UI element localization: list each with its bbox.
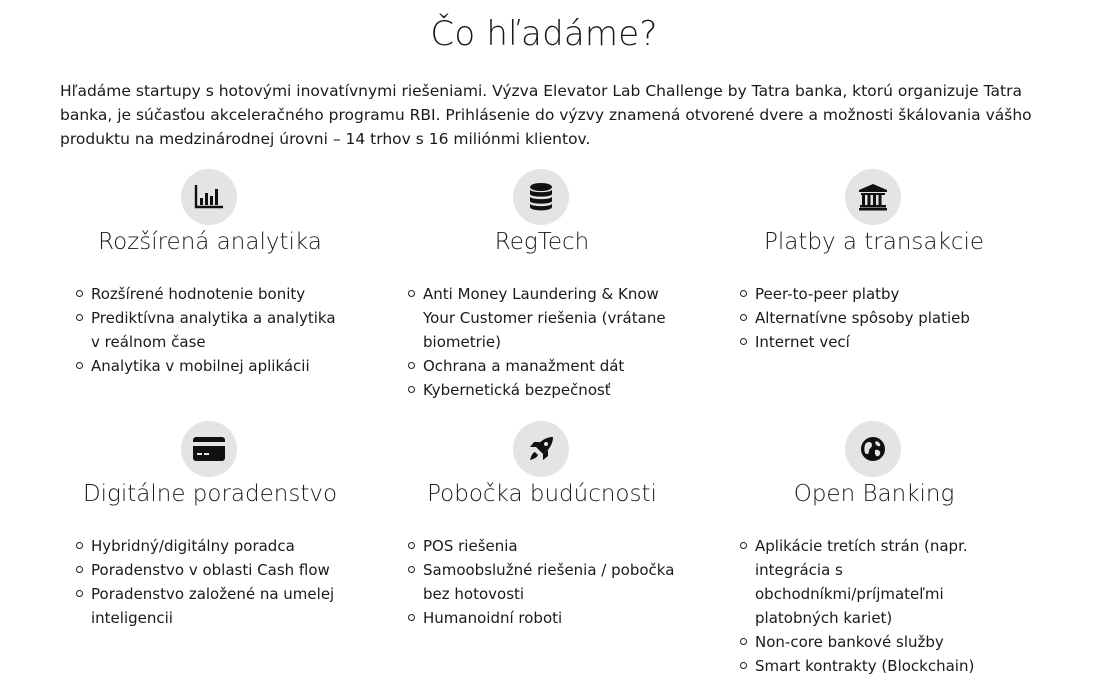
category-grid xyxy=(44,168,1044,690)
category-regtech xyxy=(376,168,708,420)
category-list xyxy=(408,282,678,402)
list-item: Anti Money Laundering & Know Your Customer riešenia (vrátane biometrie) xyxy=(408,282,678,354)
list-item: Smart kontrakty (Blockchain) xyxy=(740,654,1010,678)
list-item: Non-core bankové služby xyxy=(740,630,1010,654)
intro-paragraph: Hľadáme startupy s hotovými inovatívnymi riešeniami. Výzva Elevator Lab Challenge by Tatra banka, ktorú organizuje Tatra banka, je súčasťou akceleračného programu RBI. Prihlásenie do výzvy znamená otvorené dvere a možnosti škálovania vášho produktu na medzinárodnej úrovni – 14 trhov s 16 miliónmi klientov. xyxy=(60,82,1032,148)
list-item: Alternatívne spôsoby platieb xyxy=(740,306,1010,330)
category-title: Pobočka budúcnosti xyxy=(427,481,657,507)
list-item: Internet vecí xyxy=(740,330,1010,354)
category-title: RegTech xyxy=(494,229,590,255)
list-item: POS riešenia xyxy=(408,534,678,558)
category-branch-of-future xyxy=(376,420,708,690)
list-item: Poradenstvo založené na umelej inteligencii xyxy=(76,582,346,630)
database-icon xyxy=(513,169,569,225)
bar-chart-icon xyxy=(181,169,237,225)
rocket-icon xyxy=(513,421,569,477)
category-title: Digitálne poradenstvo xyxy=(82,481,338,507)
list-item: Prediktívna analytika a analytika v reálnom čase xyxy=(76,306,346,354)
list-item: Samoobslužné riešenia / pobočka bez hotovosti xyxy=(408,558,678,606)
credit-card-icon xyxy=(181,421,237,477)
category-title: Open Banking xyxy=(793,481,955,507)
category-list xyxy=(76,282,346,378)
list-item: Poradenstvo v oblasti Cash flow xyxy=(76,558,346,582)
category-payments xyxy=(708,168,1040,420)
list-item: Hybridný/digitálny poradca xyxy=(76,534,346,558)
globe-icon xyxy=(845,421,901,477)
category-open-banking xyxy=(708,420,1040,690)
page-title: Čo hľadáme? xyxy=(430,14,658,54)
category-list xyxy=(76,534,346,630)
category-list xyxy=(740,282,1010,354)
category-list xyxy=(408,534,678,630)
bank-icon xyxy=(845,169,901,225)
list-item: Analytika v mobilnej aplikácii xyxy=(76,354,346,378)
list-item: Kybernetická bezpečnosť xyxy=(408,378,678,402)
list-item: Peer-to-peer platby xyxy=(740,282,1010,306)
category-digital-advisory xyxy=(44,420,376,690)
list-item: Humanoidní roboti xyxy=(408,606,678,630)
category-list xyxy=(740,534,1010,678)
category-title: Rozšírená analytika xyxy=(98,229,322,255)
list-item: Ochrana a manažment dát xyxy=(408,354,678,378)
category-advanced-analytics xyxy=(44,168,376,420)
list-item: Aplikácie tretích strán (napr. integrácia s obchodníkmi/príjmateľmi platobných kariet) xyxy=(740,534,1010,630)
category-title: Platby a transakcie xyxy=(763,229,985,255)
list-item: Rozšírené hodnotenie bonity xyxy=(76,282,346,306)
